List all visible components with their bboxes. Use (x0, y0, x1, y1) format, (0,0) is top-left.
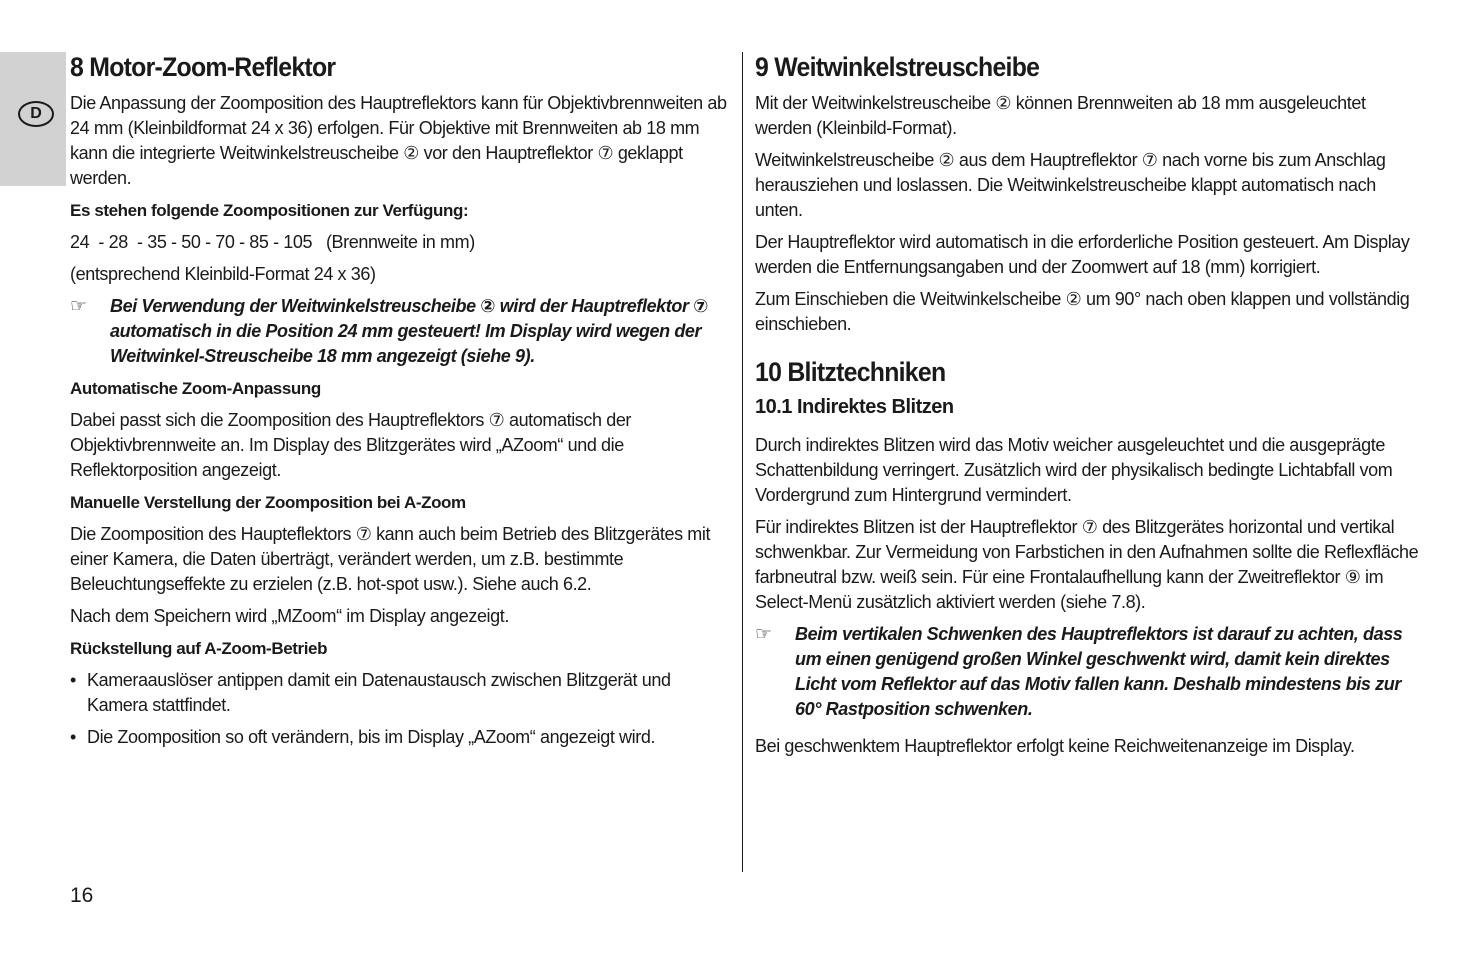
swivel-note (755, 622, 1420, 722)
section-9-p1: Mit der Weitwinkelstreuscheibe ② können Brennweiten ab 18 mm ausgeleuchtet werden (Kleinbild-Format). (755, 93, 1366, 138)
manual-zoom-heading: Manuelle Verstellung der Zoomposition bei A-Zoom (70, 493, 466, 512)
column-divider (742, 52, 743, 872)
wide-angle-note-text: Bei Verwendung der Weitwinkelstreuscheibe ② wird der Hauptreflektor ⑦ automatisch in die Position 24 mm gesteuert! Im Display wird wegen der Weitwinkel-Streuscheibe 18 mm angezeigt (siehe 9). (110, 296, 709, 366)
manual-zoom-text: Die Zoomposition des Haupteflektors ⑦ kann auch beim Betrieb des Blitzgerätes mit einer Kamera, die Daten überträgt, verändert werden, um z.B. bestimmte Beleuchtungseffekte zu erzielen (z.B. hot-spot usw.). Siehe auch 6.2. (70, 524, 711, 594)
section-9-p4: Zum Einschieben die Weitwinkelscheibe ② um 90° nach oben klappen und vollständig einschieben. (755, 289, 1410, 334)
section-10-p1: Durch indirektes Blitzen wird das Motiv weicher ausgeleuchtet und die ausgeprägte Schattenbildung verringert. Zusätzlich wird der physikalisch bedingte Lichtabfall vom Vordergrund zum Hintergrund vermindert. (755, 435, 1393, 505)
section-10-title: 10 Blitztechniken (755, 357, 946, 387)
list-item-text: Die Zoomposition so oft verändern, bis im Display „AZoom“ angezeigt wird. (87, 727, 656, 747)
section-8-intro: Die Anpassung der Zoomposition des Hauptreflektors kann für Objektivbrennweiten ab 24 mm (Kleinbildformat 24 x 36) erfolgen. Für Objektive mit Brennweiten ab 18 mm kann die integrierte Weitwinkelstreuscheibe ② vor den Hauptreflektor ⑦ geklappt werden. (70, 93, 727, 188)
section-10-p3: Bei geschwenktem Hauptreflektor erfolgt keine Reichweitenanzeige im Display. (755, 736, 1355, 756)
bullet-icon: • (70, 727, 76, 747)
section-10-p2: Für indirektes Blitzen ist der Hauptreflektor ⑦ des Blitzgerätes horizontal und vertikal schwenkbar. Zur Vermeidung von Farbstichen in den Aufnahmen sollte die Reflexfläche farbneutral bzw. weiß sein. Für eine Frontalaufhellung kann der Zweitreflektor ⑨ im Select-Menü zusätzlich aktiviert werden (siehe 7.8). (755, 517, 1419, 612)
right-column (755, 52, 1420, 766)
reset-heading: Rückstellung auf A-Zoom-Betrieb (70, 639, 328, 658)
page-number: 16 (70, 884, 94, 907)
list-item-text: Kameraauslöser antippen damit ein Datenaustausch zwischen Blitzgerät und Kamera stattfindet. (87, 670, 671, 715)
left-column (70, 52, 730, 757)
list-item (70, 725, 730, 750)
language-badge: D (18, 101, 54, 127)
list-item (70, 668, 730, 718)
section-9-p2: Weitwinkelstreuscheibe ② aus dem Hauptreflektor ⑦ nach vorne bis zum Anschlag herausziehen und loslassen. Die Weitwinkelstreuscheibe klappt automatisch nach unten. (755, 150, 1386, 220)
swivel-note-text: Beim vertikalen Schwenken des Hauptreflektors ist darauf zu achten, dass um einen genügend großen Winkel geschwenkt wird, damit kein direktes Licht vom Reflektor auf das Motiv fallen kann. Deshalb mindestens bis zur 60° Rastposition schwenken. (795, 624, 1403, 719)
pointing-hand-icon: ☞ (70, 296, 87, 317)
pointing-hand-icon: ☞ (755, 624, 772, 645)
bullet-icon: • (70, 670, 76, 690)
zoom-positions-list: 24 - 28 - 35 - 50 - 70 - 85 - 105 (Brennweite in mm) (70, 232, 475, 252)
section-9-title: 9 Weitwinkelstreuscheibe (755, 52, 1040, 82)
zoom-positions-note: (entsprechend Kleinbild-Format 24 x 36) (70, 264, 376, 284)
zoom-positions-heading: Es stehen folgende Zoompositionen zur Verfügung: (70, 201, 469, 220)
section-8-title: 8 Motor-Zoom-Reflektor (70, 52, 336, 82)
section-9-p3: Der Hauptreflektor wird automatisch in die erforderliche Position gesteuert. Am Display werden die Entfernungsangaben und der Zoomwert auf 18 (mm) korrigiert. (755, 232, 1410, 277)
auto-zoom-text: Dabei passt sich die Zoomposition des Hauptreflektors ⑦ automatisch der Objektivbrennweite an. Im Display des Blitzgerätes wird „AZoom“ und die Reflektorposition angezeigt. (70, 410, 632, 480)
auto-zoom-heading: Automatische Zoom-Anpassung (70, 379, 321, 398)
manual-zoom-text-2: Nach dem Speichern wird „MZoom“ im Display angezeigt. (70, 606, 509, 626)
section-10-1-title: 10.1 Indirektes Blitzen (755, 396, 954, 418)
wide-angle-note (70, 294, 730, 369)
